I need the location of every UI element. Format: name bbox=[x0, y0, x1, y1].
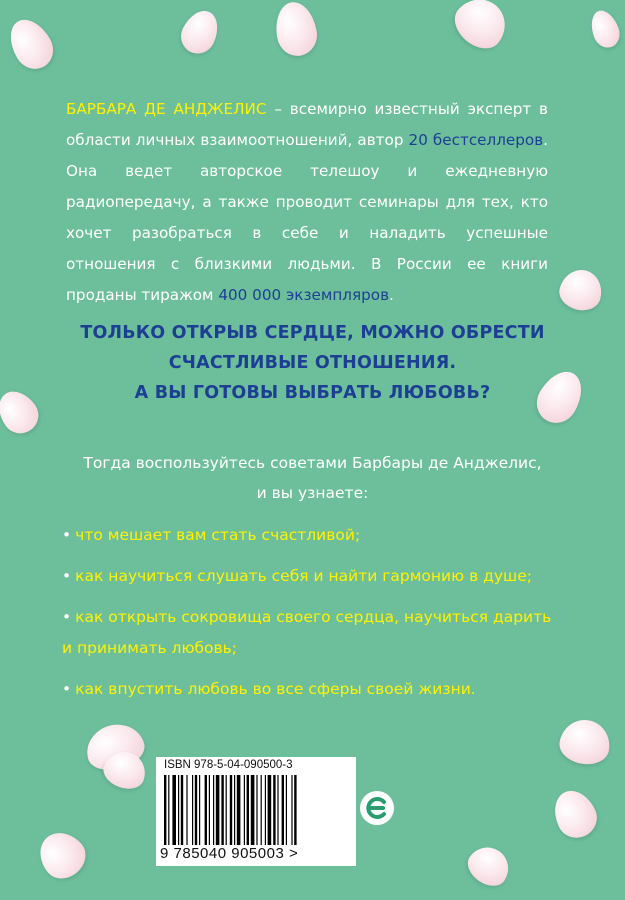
petal-decoration bbox=[556, 265, 607, 315]
barcode-bar bbox=[256, 775, 257, 845]
headline-line: А ВЫ ГОТОВЫ ВЫБРАТЬ ЛЮБОВЬ? bbox=[134, 383, 491, 403]
barcode-bar bbox=[234, 775, 235, 845]
petal-decoration bbox=[30, 823, 93, 887]
bullet-marker: • bbox=[62, 526, 72, 544]
bullet-marker: • bbox=[62, 680, 72, 698]
copies-count: 400 000 экземпляров bbox=[218, 286, 390, 304]
barcode-bar bbox=[221, 775, 223, 845]
barcode-bar bbox=[294, 775, 296, 845]
author-name: БАРБАРА ДЕ АНДЖЕЛИС bbox=[66, 100, 267, 118]
barcode-box bbox=[156, 757, 356, 866]
barcode-bar bbox=[172, 775, 176, 845]
barcode-bars bbox=[164, 775, 336, 845]
benefits-list bbox=[62, 520, 562, 715]
headline-line: СЧАСТЛИВЫЕ ОТНОШЕНИЯ. bbox=[168, 353, 457, 373]
barcode-bar bbox=[291, 775, 292, 845]
intro-line: Тогда воспользуйтесь советами Барбары де Анджелис, bbox=[83, 454, 542, 472]
barcode-bar bbox=[178, 775, 179, 845]
bestsellers-count: 20 бестселлеров bbox=[408, 131, 544, 149]
author-bio bbox=[66, 94, 548, 311]
bullet-marker: • bbox=[62, 608, 72, 626]
barcode-bar bbox=[273, 775, 275, 845]
barcode-bar bbox=[199, 775, 200, 845]
barcode-bar bbox=[277, 775, 278, 845]
barcode-bar bbox=[213, 775, 214, 845]
barcode-bar bbox=[205, 775, 207, 845]
petal-decoration bbox=[2, 12, 61, 76]
list-item: • как научиться слушать себя и найти гармонию в душе; bbox=[62, 567, 532, 585]
barcode-bar bbox=[186, 775, 187, 845]
petal-decoration bbox=[586, 7, 623, 52]
barcode-bar bbox=[251, 775, 255, 845]
barcode-bar bbox=[265, 775, 266, 845]
petal-decoration bbox=[175, 5, 224, 59]
barcode-bar bbox=[195, 775, 197, 845]
barcode-bar bbox=[268, 775, 272, 845]
bio-text-1: – всемирно известный эксперт в области личных взаимоотношений, автор bbox=[66, 100, 548, 149]
barcode-bar bbox=[230, 775, 232, 845]
bio-text-2: . Она ведет авторское телешоу и ежедневную радиопередачу, а также проводит семинары для тех, кто хочет разобраться в себе и наладить успешные отношения с близкими людьми. В России ее книги проданы тиражом bbox=[66, 131, 548, 304]
barcode-bar bbox=[237, 775, 241, 845]
barcode-bar bbox=[247, 775, 249, 845]
eksmo-logo-icon bbox=[359, 790, 395, 826]
petal-decoration bbox=[446, 0, 515, 57]
petal-decoration bbox=[272, 0, 321, 59]
barcode-digits: 9 785040 905003 > bbox=[160, 845, 299, 862]
barcode-bar bbox=[168, 775, 169, 845]
petal-decoration bbox=[0, 384, 45, 441]
list-item: • как впустить любовь во все сферы своей жизни. bbox=[62, 680, 476, 698]
barcode-bar bbox=[216, 775, 220, 845]
barcode-bar bbox=[181, 775, 183, 845]
intro-text bbox=[40, 448, 585, 508]
barcode-bar bbox=[164, 775, 166, 845]
bio-text-3: . bbox=[389, 286, 394, 304]
barcode-bar bbox=[261, 775, 262, 845]
intro-line: и вы узнаете: bbox=[256, 484, 369, 502]
barcode-bar bbox=[209, 775, 210, 845]
headline bbox=[40, 318, 585, 408]
list-item: • что мешает вам стать счастливой; bbox=[62, 526, 361, 544]
barcode-bar bbox=[282, 775, 284, 845]
barcode-bar bbox=[244, 775, 245, 845]
petal-decoration bbox=[461, 839, 516, 893]
bullet-marker: • bbox=[62, 567, 72, 585]
barcode-bar bbox=[286, 775, 287, 845]
headline-line: ТОЛЬКО ОТКРЫВ СЕРДЦЕ, МОЖНО ОБРЕСТИ bbox=[80, 323, 545, 343]
petal-decoration bbox=[547, 784, 604, 844]
petal-decoration bbox=[557, 716, 614, 768]
list-item: • как открыть сокровища своего сердца, научиться дарить и принимать любовь; bbox=[62, 608, 552, 657]
isbn-label: ISBN 978-5-04-090500-3 bbox=[164, 759, 293, 771]
barcode-bar bbox=[192, 775, 193, 845]
barcode-bar bbox=[226, 775, 227, 845]
